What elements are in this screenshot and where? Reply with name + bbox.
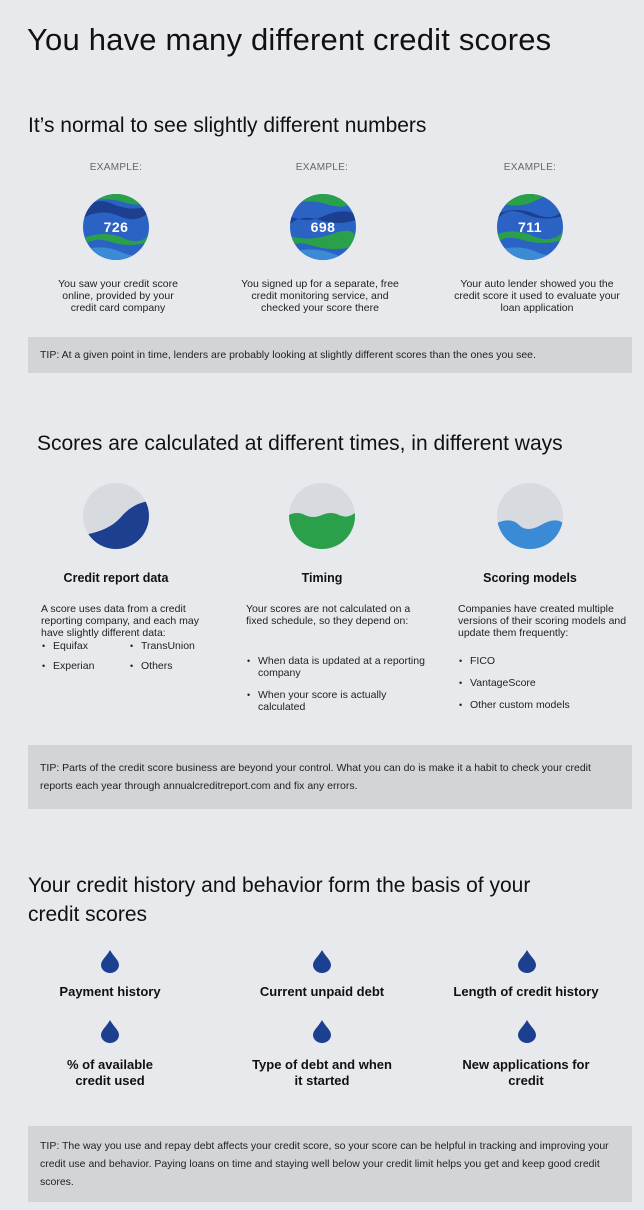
factor-label: Length of credit history — [453, 984, 599, 999]
list-item: • FICO — [458, 655, 638, 667]
column-text: Your scores are not calculated on a fixed schedule, so they depend on: — [246, 603, 411, 627]
example-caption: Your auto lender showed you the credit score it used to evaluate your loan application — [454, 278, 620, 314]
example-label: EXAMPLE: — [89, 162, 143, 173]
tip-box — [28, 1126, 632, 1202]
section1-heading: It’s normal to see slightly different numbers — [28, 114, 427, 137]
score-globe-icon — [290, 194, 356, 260]
scoring-models-wave-icon — [497, 483, 563, 549]
water-drop-icon — [99, 949, 121, 973]
score-globe-icon — [497, 194, 563, 260]
list-item: • TransUnion — [129, 640, 219, 652]
water-drop-icon — [99, 1019, 121, 1043]
bullet-list — [246, 655, 426, 721]
water-drop-icon — [516, 1019, 538, 1043]
factor-label: Type of debt and when it started — [252, 1057, 392, 1088]
factor-label: % of available credit used — [67, 1057, 153, 1088]
column-title: Credit report data — [63, 571, 169, 585]
example-caption: You saw your credit score online, provided by your credit card company — [58, 278, 178, 314]
list-item: • When data is updated at a reporting company — [246, 655, 426, 679]
bullet-list — [129, 640, 219, 680]
tip-text: TIP: At a given point in time, lenders are probably looking at slightly different scores than the ones you see. — [40, 349, 536, 361]
factor-label: Current unpaid debt — [259, 984, 385, 999]
example-label: EXAMPLE: — [503, 162, 557, 173]
water-drop-icon — [311, 1019, 333, 1043]
tip-text: TIP: Parts of the credit score business are beyond your control. What you can do is make it a habit to check your credit reports each year through annualcreditreport.com and fix any errors. — [40, 762, 591, 792]
page-title: You have many different credit scores — [27, 22, 552, 57]
list-item: • Others — [129, 660, 219, 672]
bullet-list — [41, 640, 131, 680]
list-item: • Equifax — [41, 640, 131, 652]
section2-heading: Scores are calculated at different times, in different ways — [37, 432, 563, 455]
column-text: A score uses data from a credit reporting company, and each may have slightly different data: — [41, 603, 199, 639]
column-title: Scoring models — [483, 571, 577, 585]
bullet-list — [458, 655, 638, 719]
tip-box — [28, 337, 632, 373]
example-label: EXAMPLE: — [295, 162, 349, 173]
credit-report-wave-icon — [83, 483, 149, 549]
score-value: 698 — [310, 219, 336, 235]
section3-heading: Your credit history and behavior form the basis of your credit scores — [28, 874, 531, 926]
tip-box — [28, 745, 632, 809]
list-item: • Other custom models — [458, 699, 638, 711]
list-item: • VantageScore — [458, 677, 638, 689]
column-title: Timing — [301, 571, 343, 585]
timing-wave-icon — [289, 483, 355, 549]
water-drop-icon — [516, 949, 538, 973]
factor-label: Payment history — [59, 984, 161, 999]
list-item: • When your score is actually calculated — [246, 689, 426, 713]
list-item: • Experian — [41, 660, 131, 672]
score-value: 726 — [103, 219, 129, 235]
score-value: 711 — [517, 219, 543, 235]
score-globe-icon — [83, 194, 149, 260]
example-caption: You signed up for a separate, free credit monitoring service, and checked your score there — [241, 278, 399, 314]
water-drop-icon — [311, 949, 333, 973]
column-text: Companies have created multiple versions of their scoring models and update them frequently: — [458, 603, 627, 639]
tip-text: TIP: The way you use and repay debt affects your credit score, so your score can be helpful in tracking and improving your credit use and behavior. Paying loans on time and staying well below your credit limit helps you get and keep good credit scores. — [40, 1140, 609, 1188]
factor-label: New applications for credit — [462, 1057, 590, 1088]
